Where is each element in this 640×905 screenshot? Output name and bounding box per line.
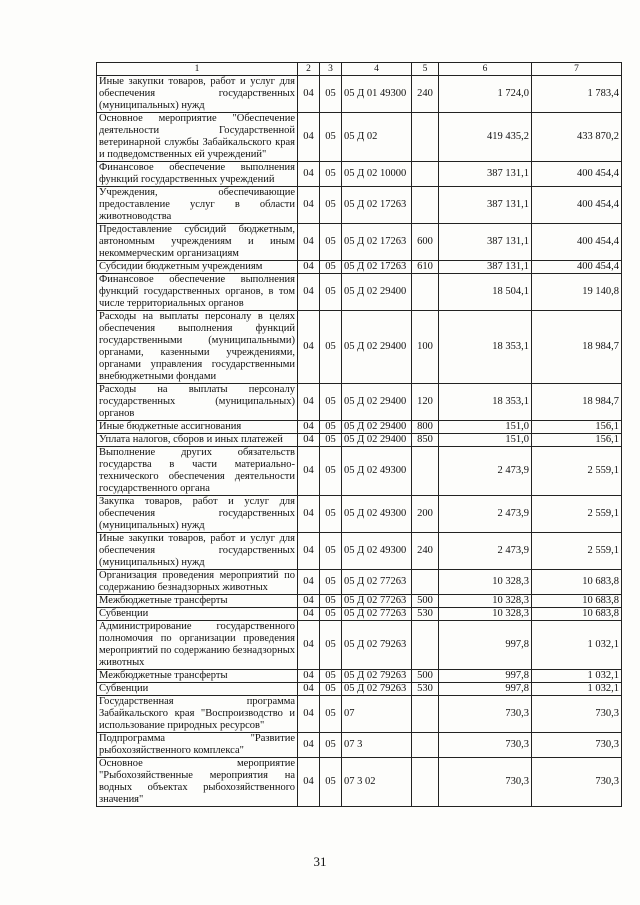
target-article-cell: 05 Д 02 29400	[342, 434, 412, 447]
table-row	[97, 113, 622, 162]
year1-amount-cell: 997,8	[439, 670, 532, 683]
year2-amount-cell: 400 454,4	[532, 261, 622, 274]
expense-type-cell: 240	[412, 76, 439, 113]
section-code-cell: 04	[298, 311, 320, 384]
expense-name-cell: Финансовое обеспечение выполнения функций государственных органов, в том числе территориальных органов	[97, 274, 298, 311]
subsection-code-cell: 05	[320, 113, 342, 162]
year2-amount-cell: 18 984,7	[532, 311, 622, 384]
section-code-cell: 04	[298, 496, 320, 533]
year2-amount-cell: 2 559,1	[532, 447, 622, 496]
expense-type-cell	[412, 696, 439, 733]
table-row	[97, 261, 622, 274]
section-code-cell: 04	[298, 696, 320, 733]
header-cell: 5	[412, 63, 439, 76]
target-article-cell: 05 Д 02 29400	[342, 311, 412, 384]
expense-name-cell: Уплата налогов, сборов и иных платежей	[97, 434, 298, 447]
table-row	[97, 496, 622, 533]
section-code-cell: 04	[298, 76, 320, 113]
table-row	[97, 670, 622, 683]
target-article-cell: 05 Д 02 77263	[342, 595, 412, 608]
target-article-cell: 05 Д 02 49300	[342, 533, 412, 570]
section-code-cell: 04	[298, 447, 320, 496]
year1-amount-cell: 1 724,0	[439, 76, 532, 113]
section-code-cell: 04	[298, 421, 320, 434]
expense-type-cell	[412, 187, 439, 224]
table-row	[97, 447, 622, 496]
year2-amount-cell: 2 559,1	[532, 533, 622, 570]
expense-type-cell	[412, 758, 439, 807]
expense-type-cell: 200	[412, 496, 439, 533]
year2-amount-cell: 156,1	[532, 421, 622, 434]
year1-amount-cell: 730,3	[439, 733, 532, 758]
year1-amount-cell: 387 131,1	[439, 162, 532, 187]
target-article-cell: 05 Д 02 79263	[342, 621, 412, 670]
target-article-cell: 05 Д 02 29400	[342, 274, 412, 311]
expense-type-cell: 850	[412, 434, 439, 447]
section-code-cell: 04	[298, 570, 320, 595]
year2-amount-cell: 156,1	[532, 434, 622, 447]
expense-name-cell: Выполнение других обязательств государства в части материально-технического обеспечения деятельности государственного органа	[97, 447, 298, 496]
expense-name-cell: Учреждения, обеспечивающие предоставление услуг в области животноводства	[97, 187, 298, 224]
year2-amount-cell: 1 783,4	[532, 76, 622, 113]
expense-type-cell: 610	[412, 261, 439, 274]
expense-name-cell: Финансовое обеспечение выполнения функций государственных учреждений	[97, 162, 298, 187]
section-code-cell: 04	[298, 733, 320, 758]
target-article-cell: 05 Д 02 29400	[342, 384, 412, 421]
year2-amount-cell: 19 140,8	[532, 274, 622, 311]
year2-amount-cell: 730,3	[532, 758, 622, 807]
section-code-cell: 04	[298, 608, 320, 621]
expense-name-cell: Межбюджетные трансферты	[97, 670, 298, 683]
table-row	[97, 683, 622, 696]
expense-type-cell	[412, 274, 439, 311]
subsection-code-cell: 05	[320, 621, 342, 670]
year1-amount-cell: 18 353,1	[439, 384, 532, 421]
table-row	[97, 696, 622, 733]
expense-name-cell: Администрирование государственного полномочия по организации проведения мероприятий по содержанию безнадзорных животных	[97, 621, 298, 670]
section-code-cell: 04	[298, 187, 320, 224]
year2-amount-cell: 18 984,7	[532, 384, 622, 421]
year1-amount-cell: 10 328,3	[439, 595, 532, 608]
section-code-cell: 04	[298, 224, 320, 261]
section-code-cell: 04	[298, 595, 320, 608]
year1-amount-cell: 2 473,9	[439, 447, 532, 496]
year1-amount-cell: 2 473,9	[439, 533, 532, 570]
header-cell: 3	[320, 63, 342, 76]
target-article-cell: 05 Д 01 49300	[342, 76, 412, 113]
expense-name-cell: Предоставление субсидий бюджетным, автономным учреждениям и иным некоммерческим организациям	[97, 224, 298, 261]
expense-name-cell: Субсидии бюджетным учреждениям	[97, 261, 298, 274]
year2-amount-cell: 400 454,4	[532, 162, 622, 187]
table-row	[97, 595, 622, 608]
expense-name-cell: Подпрограмма "Развитие рыбохозяйственного комплекса"	[97, 733, 298, 758]
year2-amount-cell: 730,3	[532, 733, 622, 758]
expense-type-cell	[412, 447, 439, 496]
year2-amount-cell: 10 683,8	[532, 570, 622, 595]
header-cell: 4	[342, 63, 412, 76]
table-row	[97, 570, 622, 595]
section-code-cell: 04	[298, 670, 320, 683]
target-article-cell: 05 Д 02 79263	[342, 683, 412, 696]
target-article-cell: 05 Д 02 10000	[342, 162, 412, 187]
expense-name-cell: Иные закупки товаров, работ и услуг для обеспечения государственных (муниципальных) нужд	[97, 533, 298, 570]
expense-name-cell: Межбюджетные трансферты	[97, 595, 298, 608]
year2-amount-cell: 2 559,1	[532, 496, 622, 533]
expense-type-cell: 530	[412, 608, 439, 621]
section-code-cell: 04	[298, 683, 320, 696]
expense-name-cell: Иные закупки товаров, работ и услуг для обеспечения государственных (муниципальных) нужд	[97, 76, 298, 113]
section-code-cell: 04	[298, 162, 320, 187]
subsection-code-cell: 05	[320, 733, 342, 758]
subsection-code-cell: 05	[320, 570, 342, 595]
year1-amount-cell: 10 328,3	[439, 608, 532, 621]
subsection-code-cell: 05	[320, 261, 342, 274]
subsection-code-cell: 05	[320, 421, 342, 434]
expense-name-cell: Организация проведения мероприятий по содержанию безнадзорных животных	[97, 570, 298, 595]
target-article-cell: 07 3	[342, 733, 412, 758]
subsection-code-cell: 05	[320, 162, 342, 187]
subsection-code-cell: 05	[320, 608, 342, 621]
year2-amount-cell: 400 454,4	[532, 224, 622, 261]
year2-amount-cell: 730,3	[532, 696, 622, 733]
expense-type-cell: 500	[412, 595, 439, 608]
year1-amount-cell: 151,0	[439, 421, 532, 434]
target-article-cell: 05 Д 02 29400	[342, 421, 412, 434]
year2-amount-cell: 433 870,2	[532, 113, 622, 162]
table-row	[97, 274, 622, 311]
section-code-cell: 04	[298, 384, 320, 421]
section-code-cell: 04	[298, 113, 320, 162]
subsection-code-cell: 05	[320, 683, 342, 696]
target-article-cell: 07	[342, 696, 412, 733]
table-row	[97, 533, 622, 570]
year1-amount-cell: 18 504,1	[439, 274, 532, 311]
header-cell: 1	[97, 63, 298, 76]
table-row	[97, 608, 622, 621]
target-article-cell: 07 3 02	[342, 758, 412, 807]
subsection-code-cell: 05	[320, 311, 342, 384]
expense-type-cell: 100	[412, 311, 439, 384]
subsection-code-cell: 05	[320, 533, 342, 570]
header-cell: 2	[298, 63, 320, 76]
table-row	[97, 187, 622, 224]
year2-amount-cell: 10 683,8	[532, 608, 622, 621]
section-code-cell: 04	[298, 533, 320, 570]
subsection-code-cell: 05	[320, 595, 342, 608]
subsection-code-cell: 05	[320, 670, 342, 683]
year1-amount-cell: 18 353,1	[439, 311, 532, 384]
subsection-code-cell: 05	[320, 434, 342, 447]
expense-name-cell: Расходы на выплаты персоналу в целях обеспечения выполнения функций государственными (муниципальными) органами, казенными учреждениями, органами управления государственными внебюджетными фондами	[97, 311, 298, 384]
target-article-cell: 05 Д 02	[342, 113, 412, 162]
target-article-cell: 05 Д 02 17263	[342, 224, 412, 261]
subsection-code-cell: 05	[320, 274, 342, 311]
year1-amount-cell: 997,8	[439, 621, 532, 670]
table-row	[97, 733, 622, 758]
header-cell: 6	[439, 63, 532, 76]
section-code-cell: 04	[298, 621, 320, 670]
section-code-cell: 04	[298, 758, 320, 807]
expense-name-cell: Государственная программа Забайкальского края "Воспроизводство и использование природных ресурсов"	[97, 696, 298, 733]
target-article-cell: 05 Д 02 77263	[342, 608, 412, 621]
expense-type-cell: 600	[412, 224, 439, 261]
year1-amount-cell: 730,3	[439, 758, 532, 807]
expense-type-cell	[412, 570, 439, 595]
section-code-cell: 04	[298, 434, 320, 447]
year1-amount-cell: 151,0	[439, 434, 532, 447]
budget-table	[96, 62, 622, 807]
target-article-cell: 05 Д 02 49300	[342, 447, 412, 496]
expense-type-cell: 500	[412, 670, 439, 683]
target-article-cell: 05 Д 02 17263	[342, 261, 412, 274]
expense-type-cell: 240	[412, 533, 439, 570]
expense-type-cell: 800	[412, 421, 439, 434]
table-row	[97, 384, 622, 421]
target-article-cell: 05 Д 02 17263	[342, 187, 412, 224]
table-row	[97, 621, 622, 670]
expense-type-cell	[412, 162, 439, 187]
subsection-code-cell: 05	[320, 187, 342, 224]
subsection-code-cell: 05	[320, 447, 342, 496]
year1-amount-cell: 10 328,3	[439, 570, 532, 595]
target-article-cell: 05 Д 02 49300	[342, 496, 412, 533]
page-number: 31	[313, 854, 327, 869]
year1-amount-cell: 387 131,1	[439, 261, 532, 274]
expense-type-cell	[412, 733, 439, 758]
table-row	[97, 421, 622, 434]
expense-type-cell: 530	[412, 683, 439, 696]
subsection-code-cell: 05	[320, 384, 342, 421]
subsection-code-cell: 05	[320, 758, 342, 807]
target-article-cell: 05 Д 02 77263	[342, 570, 412, 595]
expense-type-cell: 120	[412, 384, 439, 421]
year2-amount-cell: 10 683,8	[532, 595, 622, 608]
year1-amount-cell: 419 435,2	[439, 113, 532, 162]
year1-amount-cell: 387 131,1	[439, 187, 532, 224]
subsection-code-cell: 05	[320, 496, 342, 533]
year1-amount-cell: 997,8	[439, 683, 532, 696]
table-row	[97, 758, 622, 807]
year2-amount-cell: 1 032,1	[532, 683, 622, 696]
table-row	[97, 162, 622, 187]
expense-type-cell	[412, 113, 439, 162]
year1-amount-cell: 387 131,1	[439, 224, 532, 261]
table-row	[97, 311, 622, 384]
expense-name-cell: Иные бюджетные ассигнования	[97, 421, 298, 434]
expense-name-cell: Расходы на выплаты персоналу государственных (муниципальных) органов	[97, 384, 298, 421]
expense-type-cell	[412, 621, 439, 670]
subsection-code-cell: 05	[320, 224, 342, 261]
section-code-cell: 04	[298, 261, 320, 274]
table-row	[97, 76, 622, 113]
header-cell: 7	[532, 63, 622, 76]
expense-name-cell: Субвенции	[97, 683, 298, 696]
year1-amount-cell: 2 473,9	[439, 496, 532, 533]
year2-amount-cell: 400 454,4	[532, 187, 622, 224]
target-article-cell: 05 Д 02 79263	[342, 670, 412, 683]
year2-amount-cell: 1 032,1	[532, 621, 622, 670]
expense-name-cell: Закупка товаров, работ и услуг для обеспечения государственных (муниципальных) нужд	[97, 496, 298, 533]
expense-name-cell: Основное мероприятие "Обеспечение деятельности Государственной ветеринарной службы Забайкальского края и подведомственных ей учреждений"	[97, 113, 298, 162]
subsection-code-cell: 05	[320, 696, 342, 733]
expense-name-cell: Субвенции	[97, 608, 298, 621]
table-row	[97, 224, 622, 261]
expense-name-cell: Основное мероприятие "Рыбохозяйственные мероприятия на водных объектах рыбохозяйственного значения"	[97, 758, 298, 807]
subsection-code-cell: 05	[320, 76, 342, 113]
section-code-cell: 04	[298, 274, 320, 311]
table-row	[97, 434, 622, 447]
year2-amount-cell: 1 032,1	[532, 670, 622, 683]
year1-amount-cell: 730,3	[439, 696, 532, 733]
table-header-row	[97, 63, 622, 76]
